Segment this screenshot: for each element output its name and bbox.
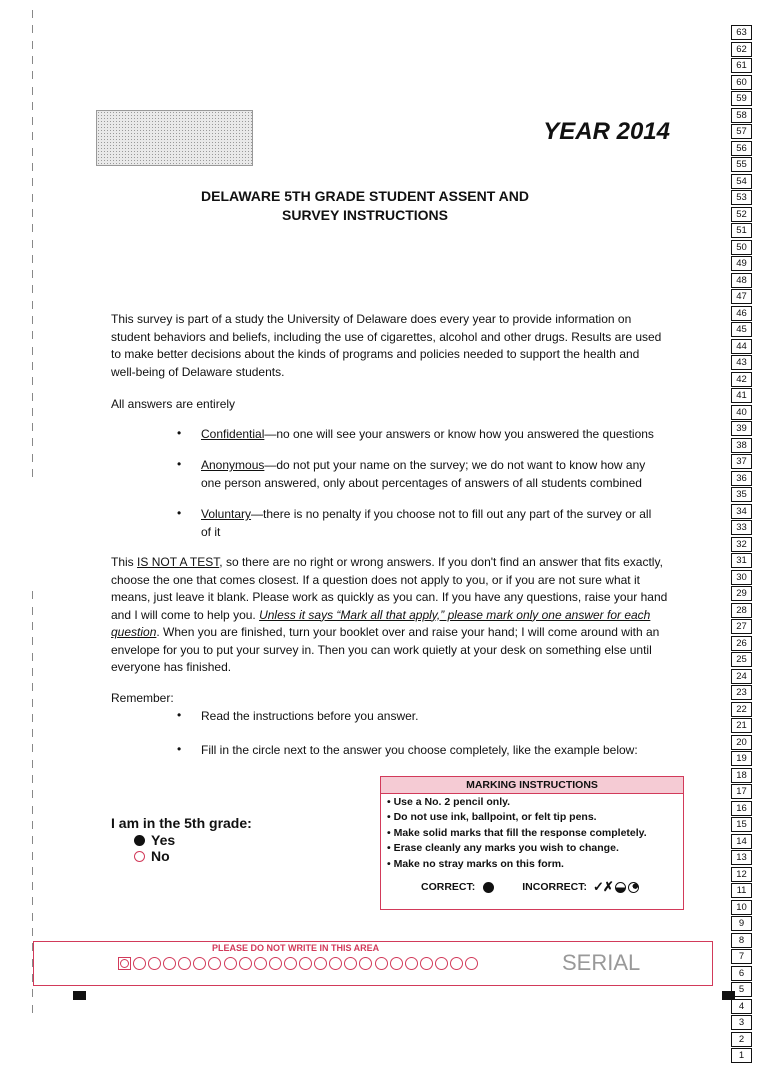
answers-intro: All answers are entirely — [111, 397, 236, 411]
perforation-tick — [32, 729, 33, 737]
perforation-tick — [32, 10, 33, 18]
perforation-tick — [32, 71, 33, 79]
perforation-tick — [32, 852, 33, 860]
perforation-tick — [32, 163, 33, 171]
page-number-box: 23 — [731, 685, 752, 700]
serial-bubble-icon — [435, 957, 448, 970]
serial-bubble-icon — [208, 957, 221, 970]
not-a-test-emphasis: IS NOT A TEST — [137, 555, 220, 569]
perforation-tick — [32, 362, 33, 370]
perforation-tick — [32, 806, 33, 814]
page-number-box: 51 — [731, 223, 752, 238]
perforation-tick — [32, 331, 33, 339]
perforation-tick — [32, 25, 33, 33]
page-number-box: 47 — [731, 289, 752, 304]
spine-perforation — [32, 10, 38, 1015]
serial-bubble-icon — [193, 957, 206, 970]
page-number-box: 37 — [731, 454, 752, 469]
page-number-box: 45 — [731, 322, 752, 337]
page-number-box: 25 — [731, 652, 752, 667]
year-title: YEAR 2014 — [543, 118, 670, 145]
perforation-tick — [32, 775, 33, 783]
page-number-box: 55 — [731, 157, 752, 172]
page-number-box: 43 — [731, 355, 752, 370]
serial-bubble-icon — [133, 957, 146, 970]
perforation-tick — [32, 316, 33, 324]
perforation-tick — [32, 928, 33, 936]
page-number-box: 11 — [731, 883, 752, 898]
page-number-box: 26 — [731, 636, 752, 651]
page-number-box: 40 — [731, 405, 752, 420]
page-number-box: 7 — [731, 949, 752, 964]
bullet-dot: • — [177, 457, 182, 471]
id-label-area — [96, 110, 253, 166]
serial-bubble-icon — [239, 957, 252, 970]
empty-bubble-icon[interactable] — [134, 851, 145, 862]
perforation-tick — [32, 117, 33, 125]
perforation-tick — [32, 882, 33, 890]
page-number-box: 44 — [731, 339, 752, 354]
serial-bubble-icon — [465, 957, 478, 970]
perforation-tick — [32, 683, 33, 691]
perforation-tick — [32, 699, 33, 707]
marking-item: • Make no stray marks on this form. — [387, 858, 564, 870]
text-run: , so there are no right or wrong answers. If you don't find an answer that fits exactly, — [219, 555, 663, 569]
text-run: and I will come to help you. — [111, 607, 260, 622]
perforation-tick — [32, 897, 33, 905]
serial-bubble-icon — [359, 957, 372, 970]
marking-item: • Erase cleanly any marks you wish to change. — [387, 842, 619, 854]
page-number-box: 56 — [731, 141, 752, 156]
serial-bubble-icon — [329, 957, 342, 970]
perforation-tick — [32, 408, 33, 416]
page-number-box: 63 — [731, 25, 752, 40]
partial-fill-icon — [628, 882, 639, 893]
perforation-tick — [32, 989, 33, 997]
page-number-box: 42 — [731, 372, 752, 387]
page-number-box: 36 — [731, 471, 752, 486]
perforation-tick — [32, 1005, 33, 1013]
half-fill-icon — [615, 882, 626, 893]
bullet-anonymous — [201, 457, 691, 492]
page-number-box: 30 — [731, 570, 752, 585]
title-line-2: SURVEY INSTRUCTIONS — [282, 207, 448, 223]
perforation-tick — [32, 87, 33, 95]
page-number-box: 10 — [731, 900, 752, 915]
page-title — [170, 187, 560, 225]
bullet-confidential — [201, 426, 691, 444]
serial-bubble-icon — [224, 957, 237, 970]
intro-line: This survey is part of a study the University of Delaware does every year to provide information on — [111, 312, 632, 326]
page-number-box: 48 — [731, 273, 752, 288]
serial-bubble-icon — [450, 957, 463, 970]
bullet-cont: one person answered, only about percentages of answers of all students combined — [201, 475, 642, 490]
serial-bubble-icon — [405, 957, 418, 970]
serial-box-icon — [118, 957, 131, 970]
perforation-tick — [32, 224, 33, 232]
page-number-box: 3 — [731, 1015, 752, 1030]
serial-bubble-icon — [269, 957, 282, 970]
page-number-box: 62 — [731, 42, 752, 57]
bullet-text: —there is no penalty if you choose not to fill out any part of the survey or all — [251, 507, 652, 521]
do-not-write-area — [33, 941, 713, 986]
perforation-tick — [32, 836, 33, 844]
page-number-box: 19 — [731, 751, 752, 766]
perforation-tick — [32, 240, 33, 248]
example-marks-row — [421, 879, 639, 895]
page-number-box: 29 — [731, 586, 752, 601]
perforation-tick — [32, 178, 33, 186]
perforation-tick — [32, 744, 33, 752]
incorrect-label: INCORRECT: — [522, 881, 587, 893]
serial-bubble-icon — [299, 957, 312, 970]
page-number-box: 33 — [731, 520, 752, 535]
page-number-box: 34 — [731, 504, 752, 519]
marking-item: • Do not use ink, ballpoint, or felt tip pens. — [387, 811, 597, 823]
page-number-box: 6 — [731, 966, 752, 981]
bullet-text: —no one will see your answers or know how you answered the questions — [264, 427, 654, 441]
perforation-tick — [32, 668, 33, 676]
remember-item: Fill in the circle next to the answer you choose completely, like the example below: — [201, 743, 638, 757]
page-number-box: 5 — [731, 982, 752, 997]
page-number-box: 58 — [731, 108, 752, 123]
page-number-box: 46 — [731, 306, 752, 321]
page-number-box: 38 — [731, 438, 752, 453]
perforation-tick — [32, 270, 33, 278]
bullet-term: Voluntary — [201, 507, 252, 521]
remember-label: Remember: — [111, 691, 174, 705]
serial-bubble-icon — [284, 957, 297, 970]
page-number-box: 1 — [731, 1048, 752, 1063]
page-number-box: 15 — [731, 817, 752, 832]
intro-line: to make better decisions about the kinds of programs and policies needed to support the health and — [111, 347, 640, 361]
perforation-tick — [32, 423, 33, 431]
serial-bubble-icon — [314, 957, 327, 970]
page-number-box: 17 — [731, 784, 752, 799]
page-number-box: 22 — [731, 702, 752, 717]
page-number-box: 4 — [731, 999, 752, 1014]
intro-paragraph — [111, 311, 696, 381]
marking-heading: MARKING INSTRUCTIONS — [381, 777, 683, 794]
page-number-box: 53 — [731, 190, 752, 205]
page-number-box: 41 — [731, 388, 752, 403]
page-number-box: 20 — [731, 735, 752, 750]
perforation-tick — [32, 637, 33, 645]
serial-bubble-icon — [375, 957, 388, 970]
perforation-tick — [32, 285, 33, 293]
bullet-dot: • — [177, 708, 182, 722]
perforation-tick — [32, 377, 33, 385]
perforation-tick — [32, 591, 33, 599]
perforation-tick — [32, 102, 33, 110]
page-number-box: 21 — [731, 718, 752, 733]
page-number-box: 50 — [731, 240, 752, 255]
page-number-box: 61 — [731, 58, 752, 73]
option-yes[interactable] — [134, 832, 175, 848]
page-number-box: 39 — [731, 421, 752, 436]
page-number-box: 32 — [731, 537, 752, 552]
registration-mark — [722, 991, 735, 1000]
bullet-term: Confidential — [201, 427, 265, 441]
correct-label: CORRECT: — [421, 881, 476, 893]
remember-item: Read the instructions before you answer. — [201, 709, 419, 723]
bullet-dot: • — [177, 506, 182, 520]
serial-bubble-icon — [148, 957, 161, 970]
test-paragraph — [111, 554, 696, 677]
title-line-1: DELAWARE 5TH GRADE STUDENT ASSENT AND — [201, 188, 529, 204]
filled-bubble-icon[interactable] — [134, 835, 145, 846]
perforation-tick — [32, 790, 33, 798]
one-answer-emphasis: question — [111, 625, 157, 639]
page-number-box: 12 — [731, 867, 752, 882]
perforation-tick — [32, 301, 33, 309]
bullet-dot: • — [177, 426, 182, 440]
page-number-box: 54 — [731, 174, 752, 189]
perforation-tick — [32, 132, 33, 140]
perforation-tick — [32, 714, 33, 722]
spine-label — [0, 464, 1, 520]
page-number-box: 35 — [731, 487, 752, 502]
perforation-tick — [32, 41, 33, 49]
serial-bubble-icon — [163, 957, 176, 970]
check-x-icon: ✓✗ — [593, 879, 613, 894]
perforation-tick — [32, 760, 33, 768]
text-line: everyone has finished. — [111, 660, 232, 674]
marking-item: • Make solid marks that fill the response completely. — [387, 827, 647, 839]
text-run: . When you are finished, turn your booklet over and raise your hand; I will come around with an — [156, 625, 660, 639]
page-number-box: 31 — [731, 553, 752, 568]
bullet-cont: of it — [201, 524, 221, 539]
page-number-box: 27 — [731, 619, 752, 634]
bullet-term: Anonymous — [201, 458, 265, 472]
perforation-tick — [32, 148, 33, 156]
page-number-box: 2 — [731, 1032, 752, 1047]
page-number-box: 57 — [731, 124, 752, 139]
page-number-box: 24 — [731, 669, 752, 684]
page-number-box: 60 — [731, 75, 752, 90]
perforation-tick — [32, 913, 33, 921]
marking-instructions-box — [380, 776, 684, 910]
one-answer-emphasis: Unless it says “Mark all that apply,” please mark only one answer for each — [259, 607, 651, 622]
perforation-tick — [32, 194, 33, 202]
perforation-tick — [32, 454, 33, 462]
intro-line: student behaviors and beliefs, including the use of cigarettes, alcohol and other drugs. Results are used — [111, 329, 662, 344]
grade-question-label: I am in the 5th grade: — [111, 815, 252, 831]
perforation-tick — [32, 821, 33, 829]
bullet-dot: • — [177, 742, 182, 756]
page-number-column — [731, 25, 752, 1065]
page-number-box: 28 — [731, 603, 752, 618]
serial-bubble-icon — [178, 957, 191, 970]
serial-bubble-icon — [344, 957, 357, 970]
page-number-box: 14 — [731, 834, 752, 849]
perforation-tick — [32, 607, 33, 615]
perforation-tick — [32, 255, 33, 263]
perforation-tick — [32, 469, 33, 477]
perforation-tick — [32, 393, 33, 401]
page-number-box: 52 — [731, 207, 752, 222]
option-label: No — [151, 848, 170, 864]
perforation-tick — [32, 209, 33, 217]
do-not-write-label: PLEASE DO NOT WRITE IN THIS AREA — [212, 943, 380, 953]
text-line: envelope for you to put your survey in. Then you can work quietly at your desk on something else until — [111, 642, 652, 657]
page-number-box: 13 — [731, 850, 752, 865]
text-line: choose the one that comes closest. If a question does not apply to you, or if you are not sure what it — [111, 572, 640, 587]
perforation-tick — [32, 867, 33, 875]
perforation-tick — [32, 653, 33, 661]
serial-bubble-icon — [254, 957, 267, 970]
marking-item: • Use a No. 2 pencil only. — [387, 796, 511, 808]
registration-mark — [73, 991, 86, 1000]
page-number-box: 18 — [731, 768, 752, 783]
page-number-box: 9 — [731, 916, 752, 931]
correct-mark-icon — [483, 882, 494, 893]
perforation-tick — [32, 622, 33, 630]
page-number-box: 16 — [731, 801, 752, 816]
intro-line: well-being of Delaware students. — [111, 364, 285, 379]
serial-bubble-icon — [420, 957, 433, 970]
page-number-box: 59 — [731, 91, 752, 106]
page-number-box: 8 — [731, 933, 752, 948]
page-number-box: 49 — [731, 256, 752, 271]
bullet-voluntary — [201, 506, 691, 541]
option-no[interactable] — [134, 848, 170, 864]
perforation-tick — [32, 56, 33, 64]
text-line: means, just leave it blank. Please work as quickly as you can. If you have any questions, raise your hand — [111, 590, 668, 604]
bullet-text: —do not put your name on the survey; we do not want to know how any — [264, 458, 646, 472]
serial-bubble-icon — [390, 957, 403, 970]
perforation-tick — [32, 438, 33, 446]
option-label: Yes — [151, 832, 176, 848]
perforation-tick — [32, 347, 33, 355]
serial-bubbles — [118, 957, 480, 970]
text-run: This — [111, 555, 138, 569]
serial-label: SERIAL — [562, 950, 641, 975]
